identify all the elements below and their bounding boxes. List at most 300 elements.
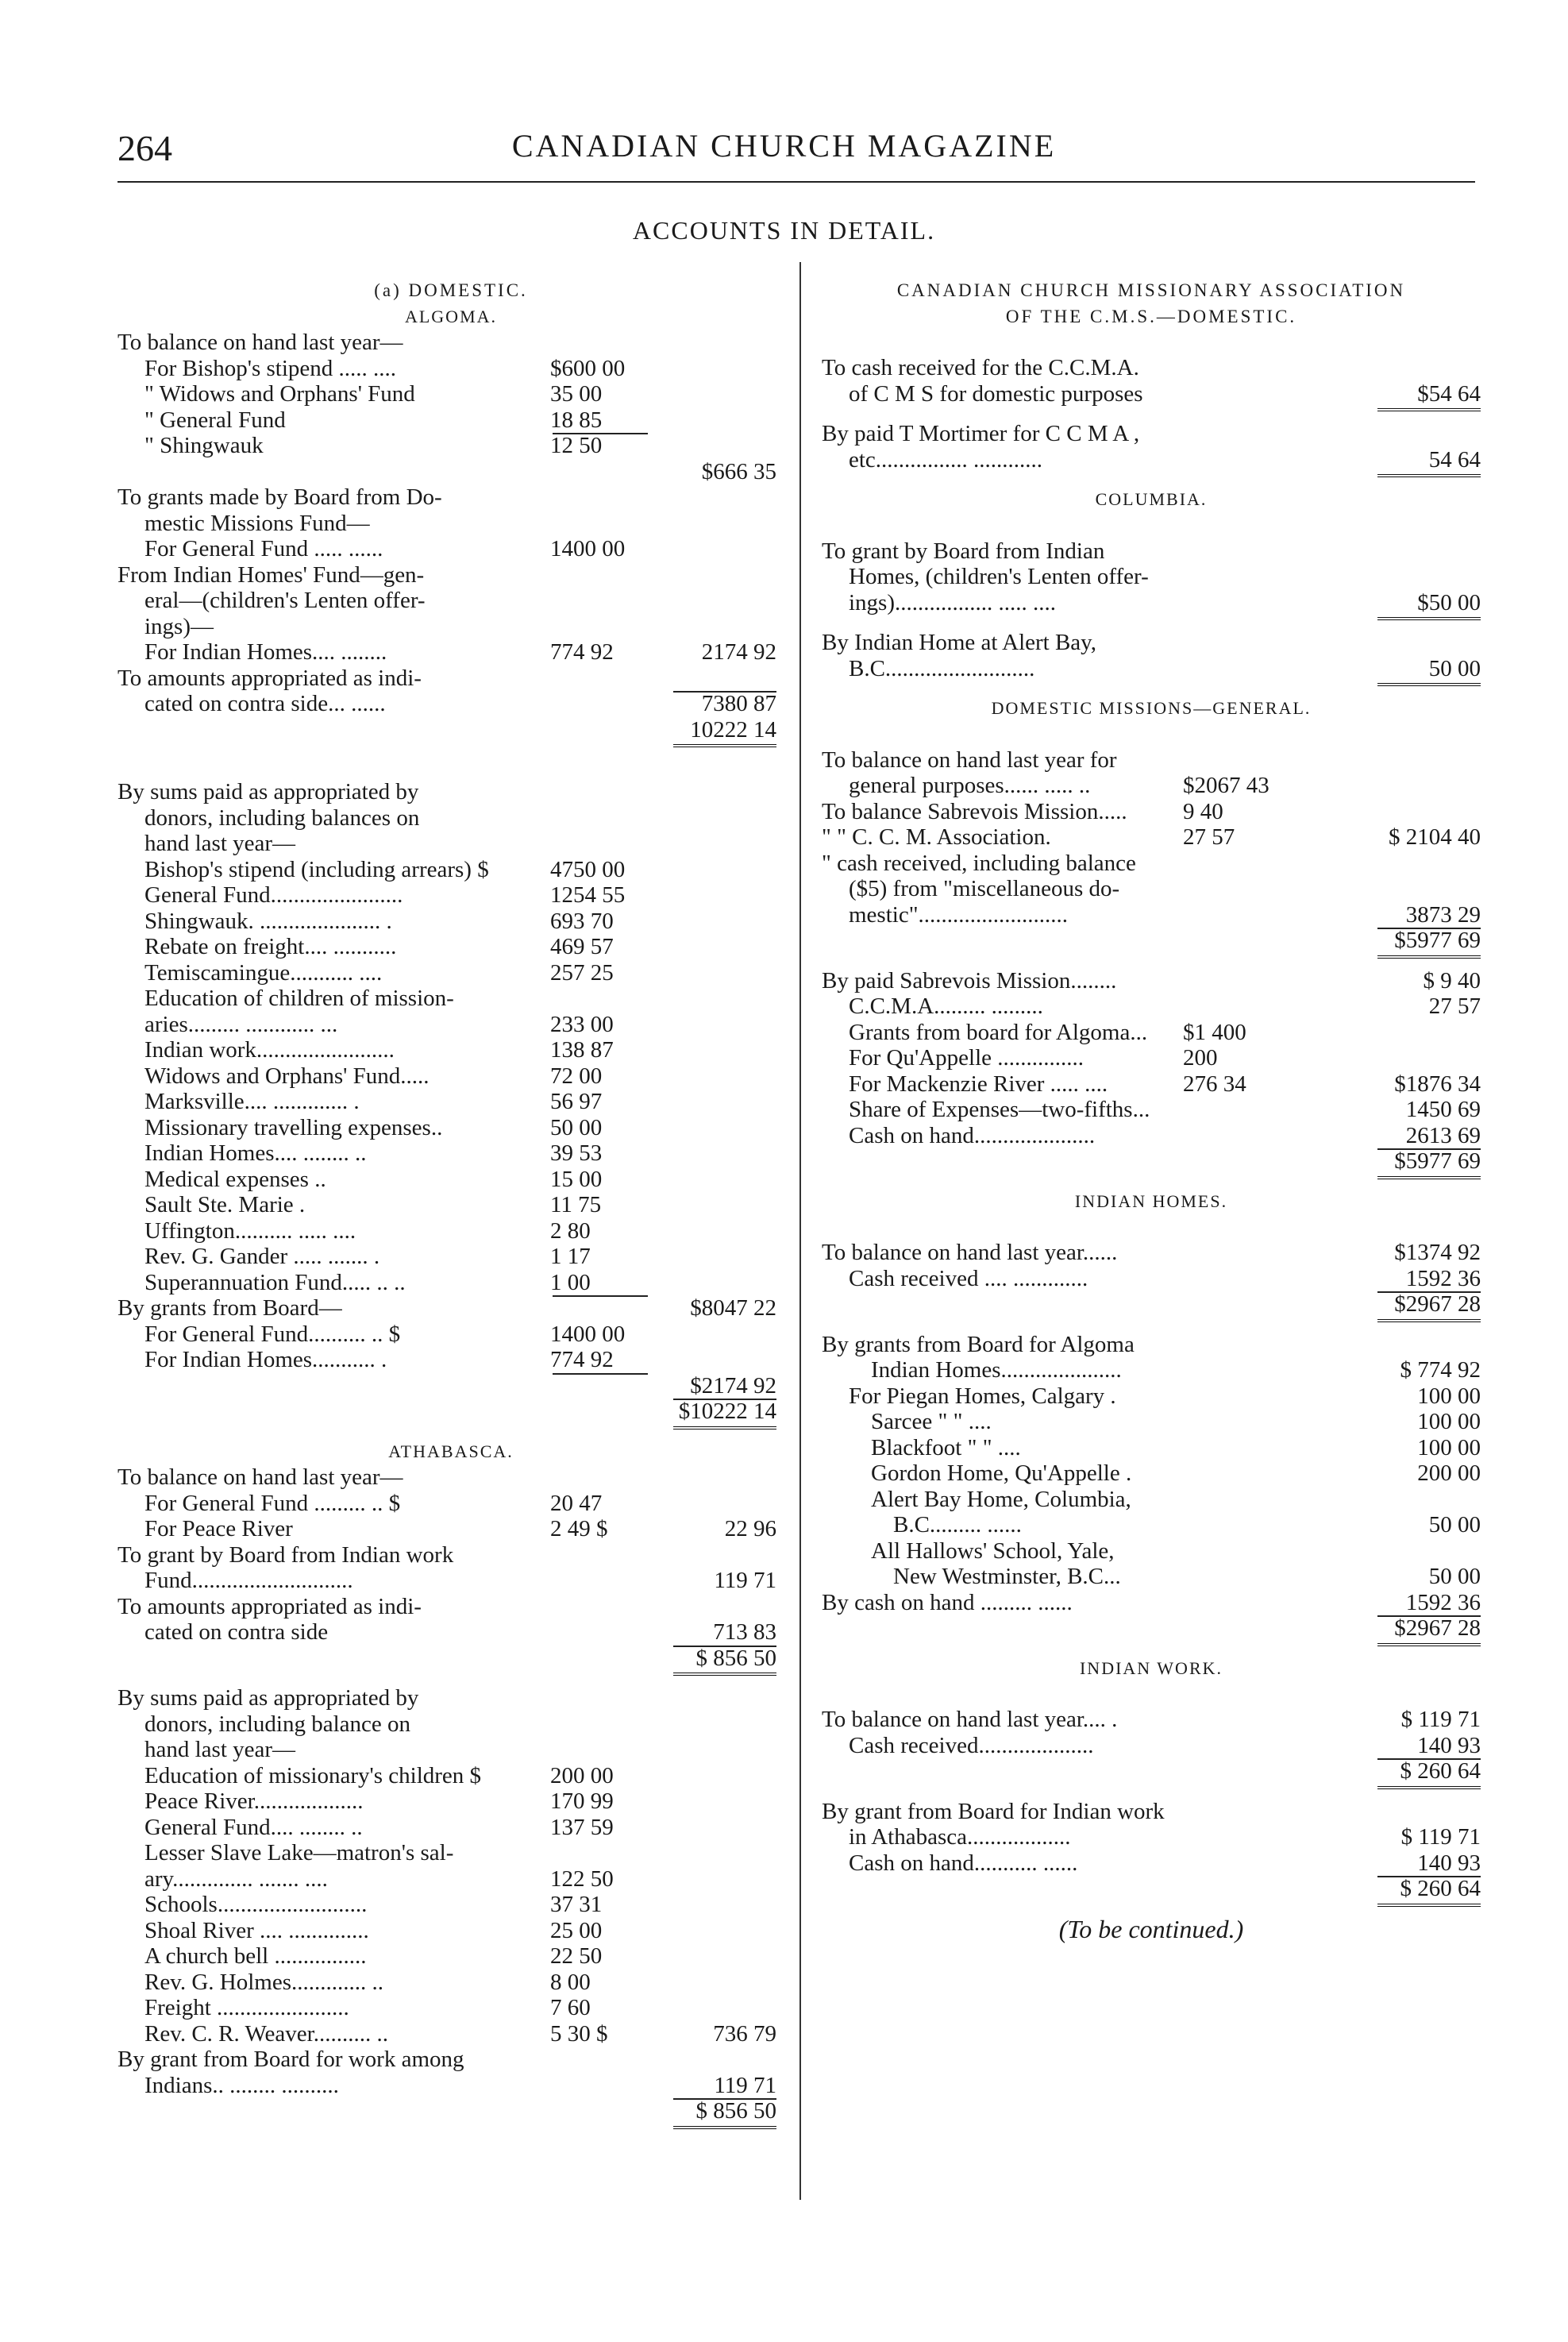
total-rule <box>118 1671 784 1685</box>
ledger-line <box>118 1995 784 2021</box>
amount-total: $2174 92 <box>690 1372 776 1399</box>
amount-inner: 693 70 <box>550 908 614 934</box>
entry-text: By sums paid as appropriated by <box>118 1685 419 1711</box>
column-divider <box>799 262 801 2200</box>
ledger-line <box>822 1148 1481 1175</box>
entry-text: To balance on hand last year.... . <box>822 1707 1118 1732</box>
ledger-line <box>822 564 1481 590</box>
amount-total: 50 00 <box>1428 1512 1481 1538</box>
running-title: CANADIAN CHURCH MAGAZINE <box>511 128 1057 164</box>
ledger-line <box>822 1045 1481 1071</box>
ledger-line <box>118 1321 784 1348</box>
double-rule <box>1377 1786 1481 1789</box>
amount-inner: 774 92 <box>550 639 614 665</box>
ledger-line <box>822 421 1481 447</box>
ledger-line <box>118 1918 784 1944</box>
amount-total: $ 2104 40 <box>1389 824 1481 850</box>
ledger-line <box>118 1244 784 1270</box>
ledger-line <box>118 562 784 588</box>
entry-text: Rev. C. R. Weaver.......... .. <box>144 2020 388 2047</box>
double-rule <box>673 1426 776 1430</box>
ledger-line <box>822 1487 1481 1513</box>
sum-rule <box>1377 1615 1481 1617</box>
amount-total: $1876 34 <box>1394 1071 1481 1097</box>
spacer <box>822 330 1481 355</box>
entry-text: Uffington.......... ..... .... <box>144 1217 356 1244</box>
amount-total: 119 71 <box>714 2072 776 2098</box>
entry-text: By grants from Board for Algoma <box>822 1331 1135 1357</box>
sum-rule <box>553 1373 648 1375</box>
ledger-line <box>118 805 784 831</box>
amount-inner: 37 31 <box>550 1892 603 1917</box>
amount-inner: 18 85 <box>550 407 603 433</box>
double-rule <box>1377 1319 1481 1322</box>
amount-inner: 233 00 <box>550 1011 614 1037</box>
entry-text: general purposes...... ..... .. <box>849 773 1091 798</box>
entry-text: From Indian Homes' Fund—gen- <box>118 561 425 588</box>
page-number: 264 <box>118 128 172 168</box>
ledger-line <box>822 538 1481 565</box>
entry-text: " General Fund <box>144 407 286 433</box>
amount-inner: 50 00 <box>550 1114 603 1140</box>
amount-total: 100 00 <box>1417 1434 1481 1460</box>
entry-text: ings)................. ..... .... <box>849 589 1056 615</box>
entry-text: Rev. G. Gander ..... ....... . <box>144 1244 380 1269</box>
amount-inner: 1400 00 <box>550 1321 626 1347</box>
entry-text: To amounts appropriated as indi- <box>118 665 422 691</box>
amount-total: $ 119 71 <box>1400 1707 1481 1732</box>
ledger-line <box>118 1594 784 1620</box>
amount-inner: 122 50 <box>550 1865 614 1892</box>
ledger-line <box>118 1115 784 1141</box>
amount-inner: 469 57 <box>550 934 614 959</box>
double-rule <box>673 2126 776 2129</box>
ledger-line <box>118 536 784 562</box>
ledger-line <box>118 1167 784 1193</box>
amount-total: 27 57 <box>1428 994 1481 1019</box>
total-rule <box>822 1318 1481 1332</box>
ledger-line <box>822 1071 1481 1098</box>
amount-total: $50 00 <box>1417 589 1481 615</box>
sum-rule <box>553 1295 648 1297</box>
entry-text: To balance on hand last year...... <box>822 1240 1118 1265</box>
entry-text: " Shingwauk <box>144 433 264 458</box>
amount-total: $ 260 64 <box>1400 1758 1481 1784</box>
ledger-line <box>118 1399 784 1425</box>
entry-text: in Athabasca.................. <box>849 1824 1071 1850</box>
double-rule <box>1377 408 1481 411</box>
amount-total: 200 00 <box>1417 1460 1481 1486</box>
amount-inner: 11 75 <box>550 1192 602 1217</box>
entry-text: For General Fund.......... .. $ <box>144 1321 401 1347</box>
amount-total: $5977 69 <box>1394 1148 1481 1174</box>
ledger-line <box>118 511 784 537</box>
header-rule <box>118 181 1475 183</box>
ledger-line <box>822 928 1481 954</box>
ledger-line <box>118 433 784 459</box>
ledger-line <box>118 882 784 909</box>
entry-text: Freight ....................... <box>144 1995 349 2020</box>
double-rule <box>673 1673 776 1676</box>
section-title: ACCOUNTS IN DETAIL. <box>632 216 936 245</box>
ledger-line <box>118 691 784 717</box>
amount-total: $54 64 <box>1417 380 1481 407</box>
amount-inner: 1 17 <box>550 1244 591 1269</box>
ledger-line <box>118 1542 784 1568</box>
amount-total: 7380 87 <box>701 691 776 716</box>
ledger-line <box>118 666 784 692</box>
sum-rule <box>673 2098 776 2100</box>
ledger-line <box>118 1646 784 1672</box>
entry-text: mestic".......................... <box>849 901 1069 928</box>
ledger-line <box>822 1266 1481 1292</box>
amount-total: 2613 69 <box>1405 1122 1481 1148</box>
total-rule <box>822 681 1481 696</box>
amount-total: $ 260 64 <box>1400 1876 1481 1901</box>
entry-text: All Hallows' School, Yale, <box>871 1538 1115 1564</box>
total-rule <box>822 1784 1481 1799</box>
sum-rule <box>1377 1291 1481 1293</box>
sum-rule <box>673 691 776 693</box>
ledger-line <box>118 1970 784 1996</box>
entry-text: Missionary travelling expenses.. <box>144 1114 443 1140</box>
spacer <box>118 754 784 779</box>
ledger-line <box>118 1568 784 1594</box>
entry-text: ($5) from "miscellaneous do- <box>849 876 1120 901</box>
ledger-line <box>118 960 784 986</box>
amount-total: $ 119 71 <box>1400 1824 1481 1850</box>
amount-total: 140 93 <box>1417 1732 1481 1758</box>
amount-inner: 5 30 $ <box>550 2020 608 2047</box>
ledger-line <box>118 1270 784 1296</box>
amount-inner: 56 97 <box>550 1089 603 1114</box>
entry-text: By cash on hand ......... ...... <box>822 1589 1073 1615</box>
ledger-line <box>822 355 1481 381</box>
ledger-line <box>118 857 784 883</box>
amount-total: 1450 69 <box>1405 1097 1481 1122</box>
ledger-line <box>118 1892 784 1918</box>
total-rule <box>822 615 1481 630</box>
ledger-line <box>118 588 784 614</box>
entry-text: Shoal River .... .............. <box>144 1917 369 1943</box>
ledger-line <box>822 773 1481 799</box>
amount-inner: 200 00 <box>550 1762 614 1788</box>
account-heading: ATHABASCA. <box>388 1441 514 1461</box>
entry-text: aries......... ............ ... <box>144 1011 338 1037</box>
ledger-line <box>118 831 784 857</box>
total-rule <box>822 473 1481 487</box>
entry-text: Cash received .... ............. <box>849 1265 1088 1291</box>
entry-text: To grants made by Board from Do- <box>118 484 442 510</box>
entry-text: General Fund.... ........ .. <box>144 1814 363 1840</box>
entry-text: Grants from board for Algoma... <box>849 1019 1148 1045</box>
ledger-line <box>118 459 784 485</box>
entry-text: Gordon Home, Qu'Appelle . <box>871 1460 1132 1486</box>
ledger-line <box>822 876 1481 902</box>
ledger-line <box>118 2098 784 2124</box>
amount-total: 736 79 <box>713 2020 776 2047</box>
entry-text: cated on contra side <box>144 1619 329 1645</box>
ledger-line <box>118 1037 784 1063</box>
entry-text: To amounts appropriated as indi- <box>118 1593 422 1619</box>
amount-inner: 20 47 <box>550 1490 603 1516</box>
entry-text: Marksville.... ............. . <box>144 1089 360 1114</box>
total-rule <box>822 1642 1481 1656</box>
amount-total: $10222 14 <box>678 1399 776 1424</box>
entry-text: For Qu'Appelle ............... <box>849 1045 1085 1071</box>
sum-rule <box>1377 1148 1481 1150</box>
entry-text: Sault Ste. Marie . <box>144 1192 306 1217</box>
ledger-line <box>822 381 1481 407</box>
ledger-line <box>118 1516 784 1542</box>
entry-text: Schools.......................... <box>144 1892 368 1917</box>
continued-note: (To be continued.) <box>1058 1914 1244 1943</box>
sum-rule <box>1377 928 1481 929</box>
amount-total: 1592 36 <box>1405 1265 1481 1291</box>
entry-text: Fund............................ <box>144 1568 353 1593</box>
total-rule <box>822 1902 1481 1916</box>
entry-text: Bishop's stipend (including arrears) $ <box>144 856 489 882</box>
account-heading: OF THE C.M.S.—DOMESTIC. <box>1005 306 1297 326</box>
amount-total: $2967 28 <box>1394 1615 1481 1641</box>
total-rule <box>822 407 1481 421</box>
amount-total: 140 93 <box>1417 1850 1481 1876</box>
ledger-line <box>118 1943 784 1970</box>
entry-text: cated on contra side... ...... <box>144 691 386 716</box>
amount-total: 10222 14 <box>690 716 776 743</box>
amount-inner: 7 60 <box>550 1995 591 2020</box>
entry-text: Education of children of mission- <box>144 986 454 1011</box>
ledger-line <box>118 2047 784 2073</box>
ledger-line <box>822 1538 1481 1565</box>
ledger-line <box>822 1564 1481 1590</box>
ledger-line <box>118 2021 784 2047</box>
ledger-line <box>822 1850 1481 1877</box>
entry-text: donors, including balance on <box>144 1711 411 1737</box>
sum-rule <box>1377 1876 1481 1877</box>
amount-inner: 2 49 $ <box>550 1516 608 1541</box>
double-rule <box>673 744 776 747</box>
amount-inner: 12 50 <box>550 433 603 458</box>
amount-total: $ 856 50 <box>695 1645 776 1671</box>
entry-text: eral—(children's Lenten offer- <box>144 588 426 613</box>
entry-text: Lesser Slave Lake—matron's sal- <box>144 1840 454 1865</box>
sum-rule <box>553 433 648 434</box>
ledger-line <box>118 381 784 407</box>
ledger-line <box>822 1799 1481 1825</box>
entry-text: For Bishop's stipend ..... .... <box>144 355 397 381</box>
amount-inner: 35 00 <box>550 381 603 407</box>
amount-total: $ 856 50 <box>695 2098 776 2124</box>
ledger-line <box>822 1590 1481 1616</box>
entry-text: " " C. C. M. Association. <box>822 824 1051 850</box>
account-heading: INDIAN WORK. <box>1079 1657 1223 1678</box>
entry-text: To grant by Board from Indian work <box>118 1541 454 1568</box>
total-rule <box>822 1175 1481 1189</box>
sum-rule <box>673 1399 776 1400</box>
ledger-line <box>822 590 1481 616</box>
amount-total: 3873 29 <box>1405 901 1481 928</box>
double-rule <box>1377 1643 1481 1646</box>
amount-inner: $2067 43 <box>1183 773 1269 798</box>
amount-inner: 2 80 <box>550 1217 591 1244</box>
ledger-line <box>822 968 1481 994</box>
double-rule <box>1377 683 1481 686</box>
double-rule <box>1377 474 1481 477</box>
entry-text: Sarcee " " .... <box>871 1409 992 1434</box>
amount-inner: 25 00 <box>550 1917 603 1943</box>
spacer <box>822 1214 1481 1240</box>
amount-inner: 170 99 <box>550 1788 614 1814</box>
entry-text: Indians.. ........ .......... <box>144 2072 339 2098</box>
amount-total: 2174 92 <box>701 639 776 665</box>
total-rule <box>822 954 1481 968</box>
ledger-line <box>822 1020 1481 1046</box>
ledger-line <box>118 614 784 640</box>
entry-text: For Piegan Homes, Calgary . <box>849 1383 1116 1409</box>
spacer <box>822 513 1481 538</box>
entry-text: Indian Homes.... ........ .. <box>144 1140 367 1166</box>
amount-inner: 72 00 <box>550 1063 603 1089</box>
amount-inner: 1 00 <box>550 1269 591 1295</box>
account-heading: (a) DOMESTIC. <box>374 280 528 300</box>
amount-total: 100 00 <box>1417 1383 1481 1409</box>
amount-total: 1592 36 <box>1405 1589 1481 1615</box>
amount-total: $1374 92 <box>1394 1240 1481 1265</box>
ledger-line <box>822 1707 1481 1733</box>
entry-text: To balance on hand last year— <box>118 330 403 355</box>
amount-inner: 39 53 <box>550 1140 603 1166</box>
entry-text: hand last year— <box>144 831 296 856</box>
ledger-line <box>118 909 784 935</box>
entry-text: To balance Sabrevois Mission..... <box>822 798 1127 824</box>
amount-total: 22 96 <box>724 1516 776 1541</box>
left-column <box>118 278 784 2139</box>
total-rule <box>118 2124 784 2139</box>
amount-inner: $600 00 <box>550 355 626 381</box>
entry-text: Superannuation Fund..... .. .. <box>144 1269 406 1295</box>
total-rule <box>118 1425 784 1439</box>
ledger-line <box>118 1192 784 1218</box>
account-heading: CANADIAN CHURCH MISSIONARY ASSOCIATION <box>896 280 1406 300</box>
entry-text: By Indian Home at Alert Bay, <box>822 630 1097 655</box>
amount-total: 50 00 <box>1428 655 1481 681</box>
right-column <box>822 278 1481 1942</box>
entry-text: " cash received, including balance <box>822 850 1136 876</box>
amount-total: $ 774 92 <box>1400 1357 1481 1383</box>
amount-total: 100 00 <box>1417 1409 1481 1434</box>
ledger-line <box>118 1866 784 1893</box>
entry-text: For General Fund ......... .. $ <box>144 1490 401 1516</box>
ledger-line <box>822 1512 1481 1538</box>
ledger-line <box>118 1737 784 1763</box>
amount-inner: 1400 00 <box>550 536 626 561</box>
ledger-line <box>118 1788 784 1815</box>
entry-text: By grant from Board for Indian work <box>822 1798 1165 1824</box>
entry-text: For Indian Homes........... . <box>144 1347 387 1372</box>
amount-inner: 22 50 <box>550 1943 603 1969</box>
ledger-line <box>118 1012 784 1038</box>
amount-total: $ 9 40 <box>1423 967 1481 994</box>
ledger-line <box>822 994 1481 1020</box>
total-rule <box>118 743 784 754</box>
double-rule <box>1377 1904 1481 1907</box>
ledger-line <box>118 1464 784 1491</box>
entry-text: ary.............. ....... .... <box>144 1865 328 1892</box>
entry-text: A church bell ................ <box>144 1943 367 1969</box>
entry-text: C.C.M.A......... ......... <box>849 994 1043 1019</box>
amount-total: $2967 28 <box>1394 1291 1481 1317</box>
ledger-line <box>822 1357 1481 1383</box>
ledger-line <box>822 1291 1481 1318</box>
entry-text: ings)— <box>144 613 214 639</box>
ledger-line <box>822 902 1481 928</box>
amount-inner: 200 <box>1183 1045 1218 1071</box>
ledger-line <box>118 484 784 511</box>
amount-total: $666 35 <box>701 458 776 484</box>
entry-text: Cash on hand........... ...... <box>849 1850 1078 1876</box>
amount-inner: 137 59 <box>550 1814 614 1840</box>
amount-total: 119 71 <box>714 1568 776 1593</box>
entry-text: For Mackenzie River ..... .... <box>849 1071 1108 1097</box>
ledger-line <box>118 1815 784 1841</box>
entry-text: For Peace River <box>144 1516 293 1541</box>
entry-text: Cash received.................... <box>849 1732 1094 1758</box>
entry-text: etc................ ............ <box>849 446 1043 473</box>
account-heading: COLUMBIA. <box>1095 489 1208 509</box>
ledger-line <box>822 656 1481 682</box>
entry-text: Cash on hand..................... <box>849 1122 1096 1148</box>
entry-text: donors, including balances on <box>144 804 420 831</box>
entry-text: of C M S for domestic purposes <box>849 380 1143 407</box>
ledger-line <box>118 330 784 356</box>
entry-text: hand last year— <box>144 1737 296 1762</box>
account-heading: DOMESTIC MISSIONS—GENERAL. <box>991 698 1312 718</box>
entry-text: B.C.......................... <box>849 655 1035 681</box>
ledger-line <box>822 747 1481 774</box>
ledger-line <box>822 1332 1481 1358</box>
entry-text: Indian work........................ <box>144 1037 395 1063</box>
entry-text: Widows and Orphans' Fund..... <box>144 1063 430 1089</box>
double-rule <box>1377 1176 1481 1179</box>
entry-text: To balance on hand last year for <box>822 747 1117 773</box>
ledger-line <box>118 407 784 434</box>
amount-inner: 27 57 <box>1183 824 1235 850</box>
entry-text: By sums paid as appropriated by <box>118 779 419 804</box>
account-heading: ALGOMA. <box>404 306 498 326</box>
ledger-line <box>822 447 1481 473</box>
ledger-line <box>118 639 784 666</box>
sum-rule <box>1377 1758 1481 1760</box>
ledger-line <box>118 1685 784 1711</box>
amount-inner: 276 34 <box>1183 1071 1246 1097</box>
double-rule <box>1377 955 1481 959</box>
ledger-line <box>822 799 1481 825</box>
entry-text: By grant from Board for work among <box>118 2047 464 2072</box>
ledger-line <box>118 1491 784 1517</box>
amount-inner: 774 92 <box>550 1347 614 1372</box>
entry-text: mestic Missions Fund— <box>144 510 370 536</box>
ledger-line <box>822 1758 1481 1784</box>
entry-text: Alert Bay Home, Columbia, <box>871 1486 1131 1512</box>
entry-text: General Fund....................... <box>144 882 403 908</box>
entry-text: Temiscamingue........... .... <box>144 959 383 986</box>
entry-text: Blackfoot " " .... <box>871 1434 1021 1460</box>
ledger-line <box>118 1089 784 1115</box>
ledger-line <box>118 1347 784 1373</box>
ledger-line <box>118 2073 784 2099</box>
entry-text: For General Fund ..... ...... <box>144 536 383 561</box>
